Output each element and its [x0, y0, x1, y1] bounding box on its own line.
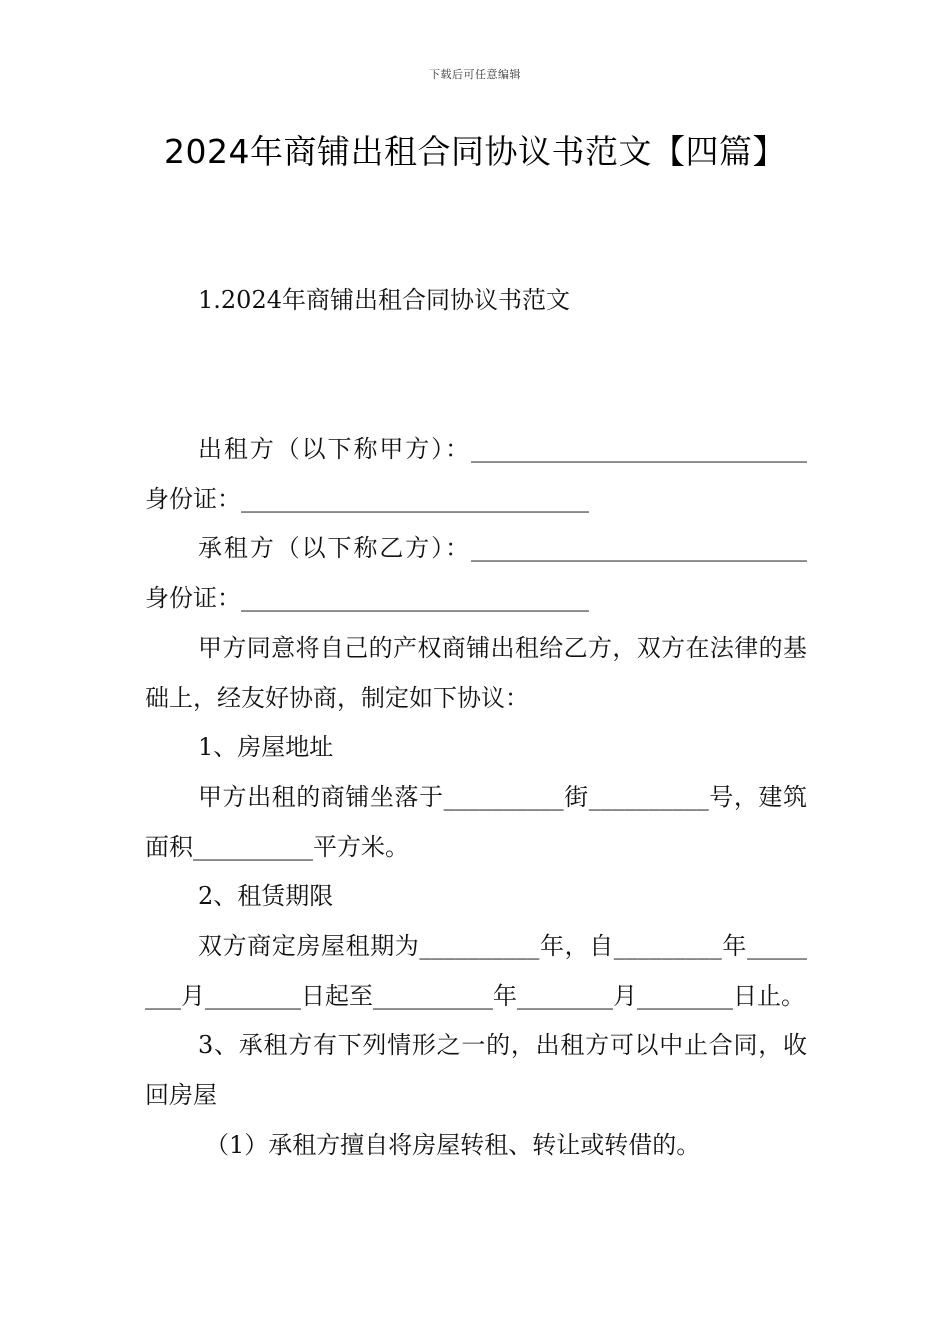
document-title: 2024年商铺出租合同协议书范文【四篇】 — [164, 132, 786, 171]
clause-heading-address: 1、房屋地址 — [198, 733, 334, 762]
header-note: 下载后可任意编辑 — [429, 68, 521, 81]
clause-term-text: 双方商定房屋租期为__________年，自_________年________月________日起至__________年________月________日止。 — [145, 932, 807, 1010]
agreement-intro: 甲方同意将自己的产权商铺出租给乙方，双方在法律的基础上，经友好协商，制定如下协议： — [145, 633, 807, 712]
lessee-line: 承租方（以下称乙方）：____________________________身份证：_____________________________ — [145, 534, 807, 613]
contract-body — [145, 425, 807, 1171]
clause-heading-termination: 3、承租方有下列情形之一的，出租方可以中止合同，收回房屋 — [145, 1031, 807, 1110]
clause-address-text: 甲方出租的商铺坐落于__________街__________号，建筑面积__________平方米。 — [145, 782, 807, 861]
clause-heading-term: 2、租赁期限 — [198, 882, 334, 911]
section-heading: 1.2024年商铺出租合同协议书范文 — [198, 286, 570, 314]
termination-item-1: （1）承租方擅自将房屋转租、转让或转借的。 — [205, 1130, 701, 1159]
lessor-line: 出租方（以下称甲方）：____________________________身份证：_____________________________ — [145, 435, 807, 513]
